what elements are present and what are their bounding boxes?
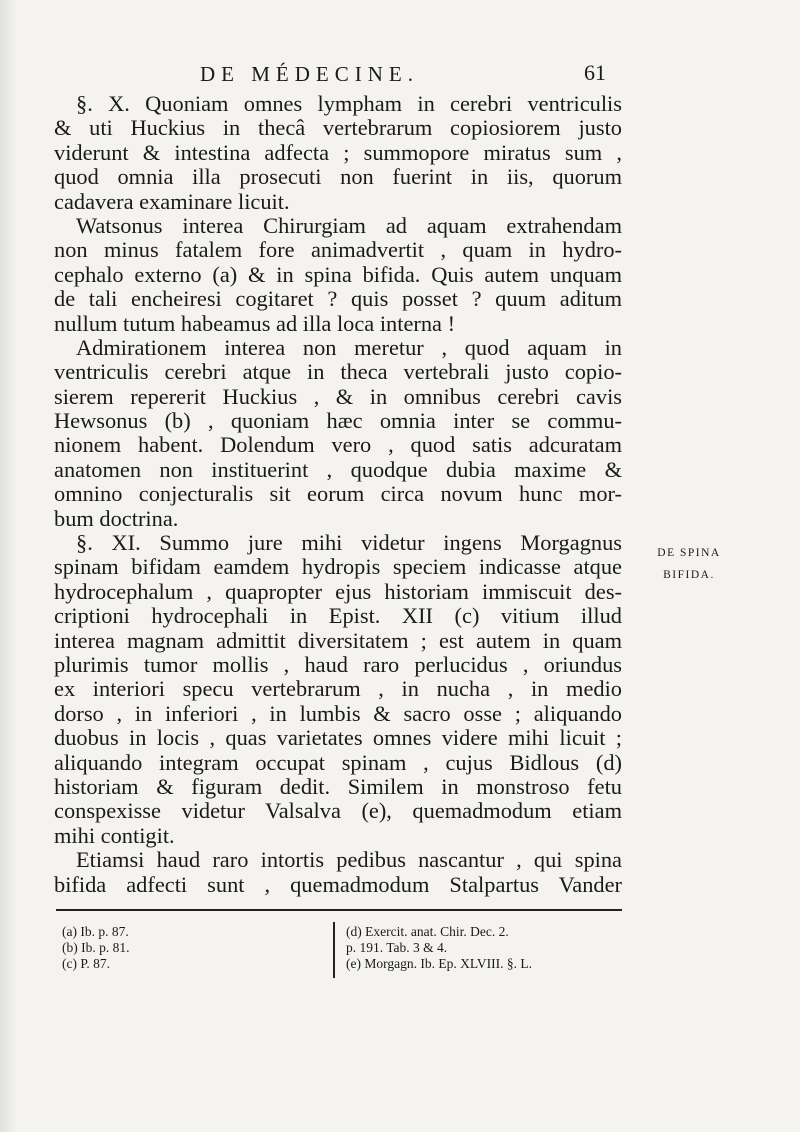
text-line: nionem habent. Dolendum vero , quod satis adcuratam [54,432,622,458]
margin-note [634,542,744,586]
text-line: cephalo externo (a) & in spina bifida. Quis autem unquam [54,261,622,287]
footnote: (a) Ib. p. 87. [62,924,129,939]
text-line: Watsonus interea Chirurgiam ad aquam extrahendam [76,212,622,238]
text-line: mihi contigit. [54,822,175,848]
text-line: duobus in locis , quas varietates omnes videre mihi licuit ; [54,725,622,751]
margin-note-line: DE SPINA [657,547,721,559]
running-head: DE MÉDECINE. [200,62,419,86]
text-line: aliquando integram occupat spinam , cujus Bidlous (d) [54,749,622,775]
footnote: (c) P. 87. [62,956,110,971]
text-line: nullum tutum habeamus ad illa loca interna ! [54,310,456,336]
page-number: 61 [584,60,606,85]
text-line: de tali encheiresi cogitaret ? quis posset ? quum aditum [54,286,622,312]
text-line: §. XI. Summo jure mihi videtur ingens Morgagnus [76,530,622,556]
footnote: (d) Exercit. anat. Chir. Dec. 2. [346,924,509,939]
text-line: criptioni hydrocephali in Epist. XII (c) vitium illud [54,603,622,629]
text-line: bum doctrina. [54,505,179,531]
footnote: (e) Morgagn. Ib. Ep. XLVIII. §. L. [346,956,532,971]
text-line: anatomen non instituerint , quodque dubia maxime & [54,456,622,482]
text-line: Etiamsi haud raro intortis pedibus nascantur , qui spina [76,847,622,873]
text-line: ventriculis cerebri atque in theca vertebrali justo copio- [54,359,622,385]
text-line: §. X. Quoniam omnes lympham in cerebri ventriculis [76,91,622,116]
text-line: bifida adfecti sunt , quemadmodum Stalpartus Vander [54,871,622,897]
text-line: quod omnia illa prosecuti non fuerint in iis, quorum [54,164,622,190]
footnotes-right [346,924,626,972]
footnote-column-divider [333,922,335,978]
text-line: cadavera examinare licuit. [54,188,290,214]
footnotes-left [62,924,322,972]
text-line: viderunt & intestina adfecta ; summopore miratus sum , [54,139,622,165]
text-line: dorso , in inferiori , in lumbis & sacro osse ; aliquando [54,700,622,726]
text-line: spinam bifidam eamdem hydropis speciem indicasse atque [54,554,622,580]
text-line: conspexisse videtur Valsalva (e), quemadmodum etiam [54,798,622,824]
text-line: hydrocephalum , quapropter ejus historiam immiscuit des- [54,578,622,604]
text-line: Admirationem interea non meretur , quod aquam in [76,334,622,360]
main-text-block [54,92,622,897]
footnote-rule [56,909,622,911]
text-line: plurimis tumor mollis , haud raro perlucidus , oriundus [54,651,622,677]
page-gutter-shadow [0,0,16,1132]
text-line: non minus fatalem fore animadvertit , quam in hydro- [54,237,622,263]
text-line: historiam & figuram dedit. Similem in monstroso fetu [54,773,622,799]
text-line: Hewsonus (b) , quoniam hæc omnia inter se commu- [54,408,622,434]
text-line: ex interiori specu vertebrarum , in nucha , in medio [54,676,622,702]
text-line: sierem repererit Huckius , & in omnibus cerebri cavis [54,383,622,409]
text-line: interea magnam admittit diversitatem ; est autem in quam [54,627,622,653]
margin-note-line: BIFIDA. [663,569,715,581]
footnote: (b) Ib. p. 81. [62,940,130,955]
text-line: omnino conjecturalis sit eorum circa novum hunc mor- [54,481,622,507]
text-line: & uti Huckius in thecâ vertebrarum copiosiorem justo [54,115,622,141]
footnote: p. 191. Tab. 3 & 4. [346,940,448,955]
